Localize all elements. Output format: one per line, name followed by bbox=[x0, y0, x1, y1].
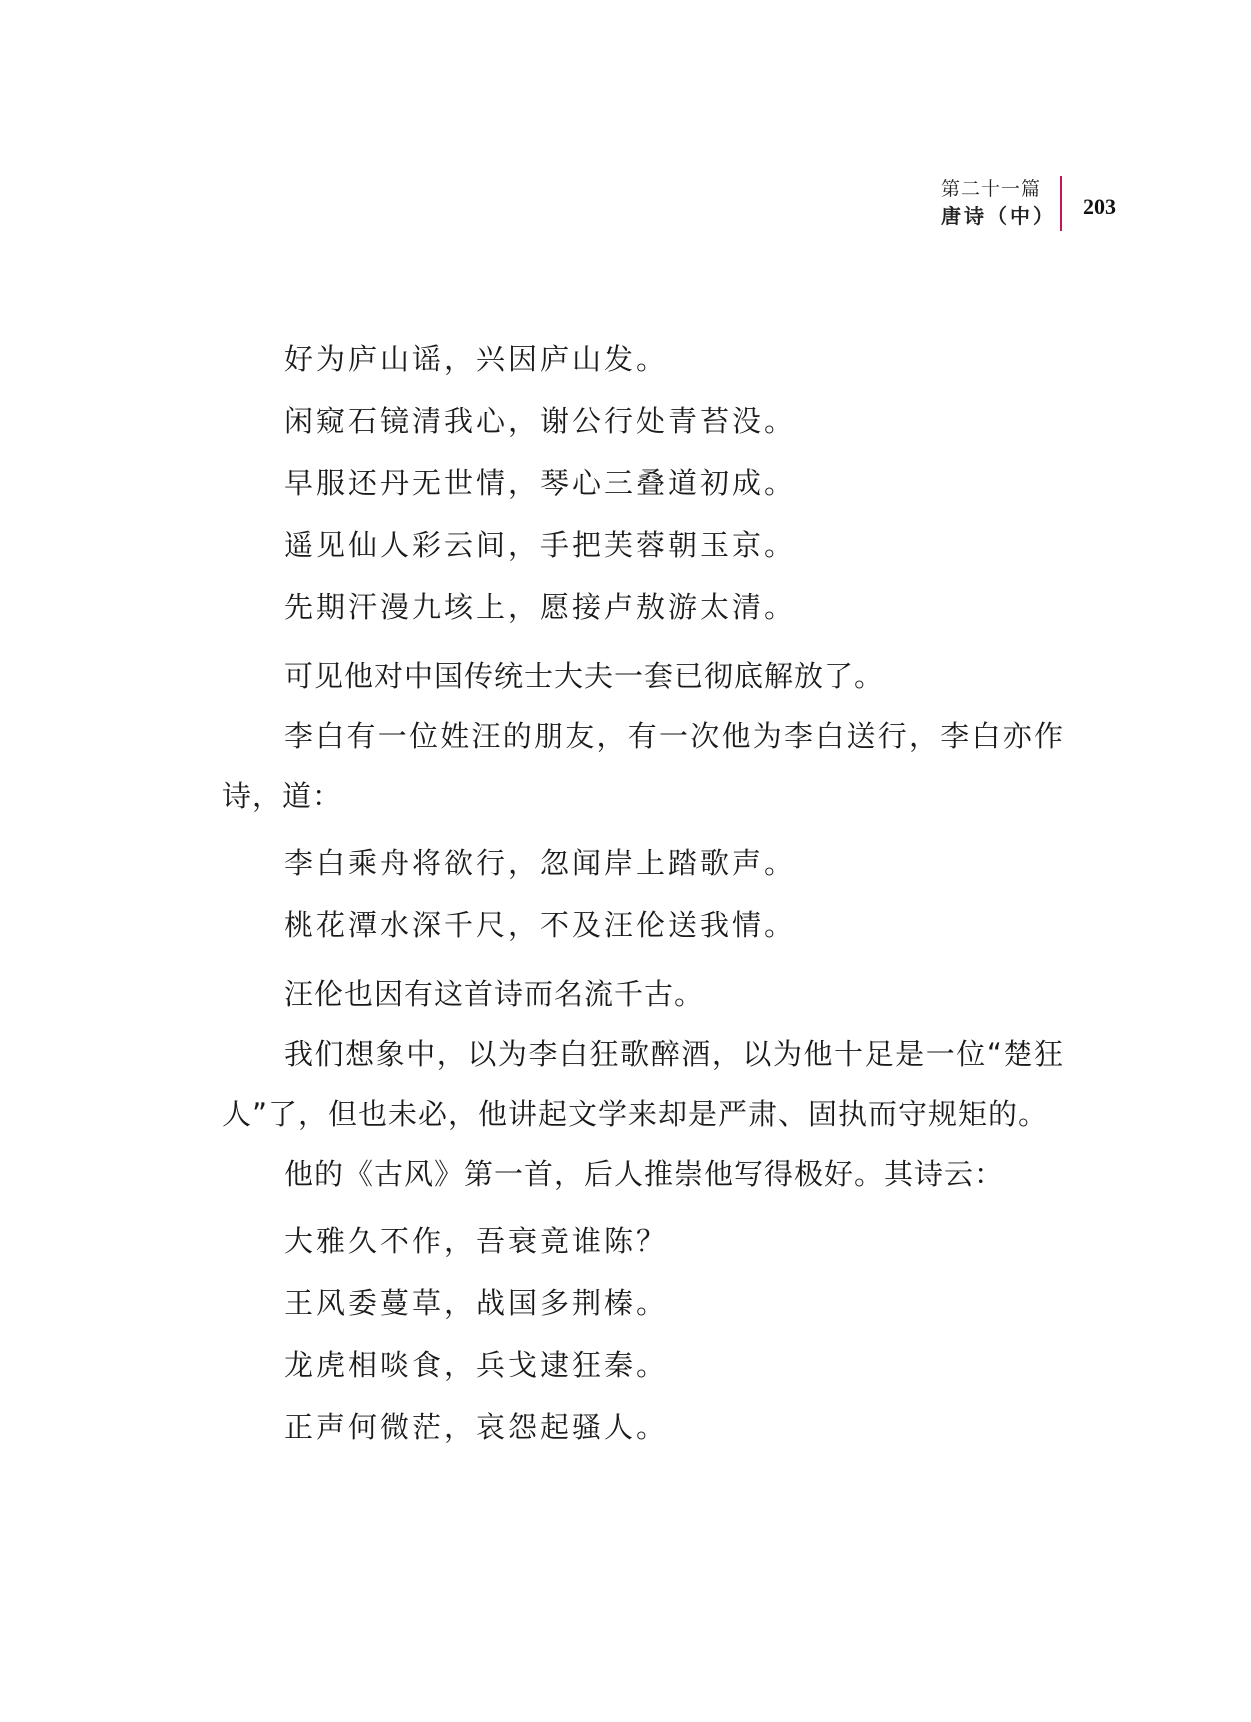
poem-block-1 bbox=[222, 328, 1064, 638]
chapter-label: 第二十一篇 bbox=[941, 178, 1042, 200]
poem-block-3 bbox=[222, 1210, 1064, 1458]
paragraph: 我们想象中，以为李白狂歌醉酒，以为他十足是一位“楚狂人”了，但也未必，他讲起文学来却是严肃、固执而守规矩的。 bbox=[222, 1037, 1064, 1131]
poem-line: 龙虎相啖食，兵戈逮狂秦。 bbox=[284, 1348, 669, 1382]
running-header bbox=[918, 176, 1138, 236]
poem-line: 遥见仙人彩云间，手把芙蓉朝玉京。 bbox=[284, 528, 797, 562]
paragraph: 他的《古风》第一首，后人推崇他写得极好。其诗云： bbox=[284, 1157, 1005, 1191]
paragraph: 李白有一位姓汪的朋友，有一次他为李白送行，李白亦作诗，道： bbox=[222, 719, 1064, 813]
chapter-subtitle: 唐诗（中） bbox=[941, 204, 1056, 228]
poem-block-2 bbox=[222, 832, 1064, 956]
poem-line: 早服还丹无世情，琴心三叠道初成。 bbox=[284, 466, 797, 500]
poem-line: 正声何微茫，哀怨起骚人。 bbox=[284, 1410, 669, 1444]
poem-line: 闲窥石镜清我心，谢公行处青苔没。 bbox=[284, 404, 797, 438]
header-titles bbox=[941, 176, 1056, 230]
page-number: 203 bbox=[1083, 194, 1116, 219]
paragraph: 可见他对中国传统士大夫一套已彻底解放了。 bbox=[284, 659, 885, 693]
poem-line: 李白乘舟将欲行，忽闻岸上踏歌声。 bbox=[284, 846, 797, 880]
poem-line: 大雅久不作，吾衰竟谁陈？ bbox=[284, 1224, 669, 1258]
header-divider bbox=[1060, 176, 1062, 231]
poem-line: 王风委蔓草，战国多荆榛。 bbox=[284, 1286, 669, 1320]
poem-line: 桃花潭水深千尺，不及汪伦送我情。 bbox=[284, 908, 797, 942]
paragraph: 汪伦也因有这首诗而名流千古。 bbox=[284, 977, 705, 1011]
poem-line: 先期汗漫九垓上，愿接卢敖游太清。 bbox=[284, 590, 797, 624]
poem-line: 好为庐山谣，兴因庐山发。 bbox=[284, 342, 669, 376]
page-body bbox=[222, 328, 1064, 1466]
